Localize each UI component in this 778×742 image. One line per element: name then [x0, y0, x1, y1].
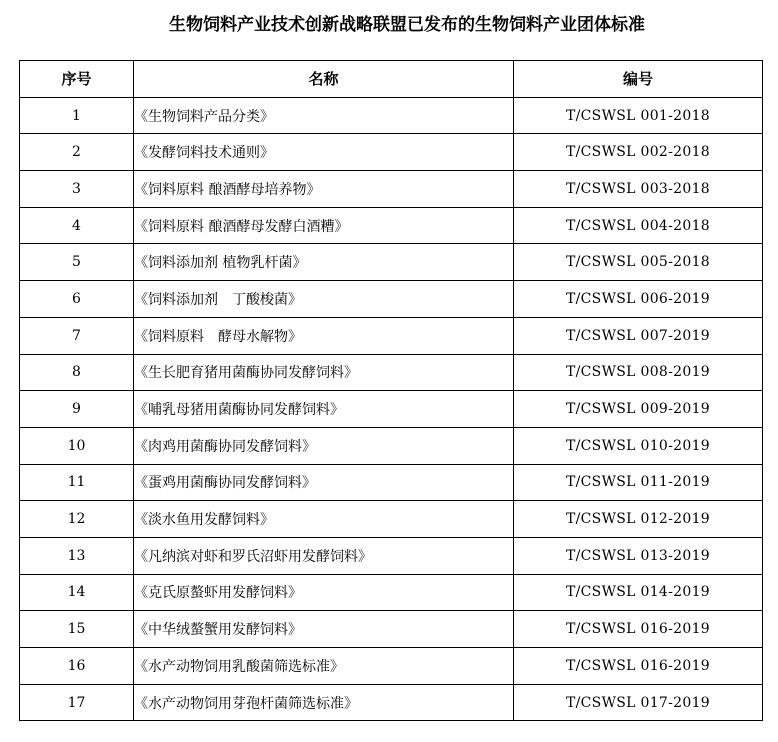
standard-name: 《哺乳母猪用菌酶协同发酵饲料》 [134, 391, 514, 428]
row-number: 12 [20, 501, 134, 538]
table-row [20, 281, 763, 318]
row-number: 6 [20, 281, 134, 318]
standard-code: T/CSWSL 002-2018 [514, 134, 763, 171]
row-number: 1 [20, 97, 134, 134]
row-number: 14 [20, 574, 134, 611]
standard-name: 《蛋鸡用菌酶协同发酵饲料》 [134, 464, 514, 501]
standard-name: 《淡水鱼用发酵饲料》 [134, 501, 514, 538]
page-title: 生物饲料产业技术创新战略联盟已发布的生物饲料产业团体标准 [169, 15, 645, 35]
standard-code: T/CSWSL 012-2019 [514, 501, 763, 538]
table-row [20, 574, 763, 611]
row-number: 2 [20, 134, 134, 171]
row-number: 8 [20, 354, 134, 391]
table-row [20, 501, 763, 538]
standard-code: T/CSWSL 010-2019 [514, 427, 763, 464]
table-header-row [20, 61, 763, 98]
row-number: 13 [20, 537, 134, 574]
standard-name: 《凡纳滨对虾和罗氏沼虾用发酵饲料》 [134, 537, 514, 574]
standard-name: 《饲料添加剂 丁酸梭菌》 [134, 281, 514, 318]
standard-name: 《饲料原料 酵母水解物》 [134, 317, 514, 354]
standard-code: T/CSWSL 004-2018 [514, 207, 763, 244]
standard-code: T/CSWSL 017-2019 [514, 684, 763, 721]
row-number: 5 [20, 244, 134, 281]
standard-name: 《饲料原料 酿酒酵母发酵白酒糟》 [134, 207, 514, 244]
table-row [20, 611, 763, 648]
table-row [20, 648, 763, 685]
table-row [20, 134, 763, 171]
header-name: 名称 [134, 61, 514, 98]
table-row [20, 317, 763, 354]
standard-name: 《发酵饲料技术通则》 [134, 134, 514, 171]
standards-table [19, 60, 763, 721]
row-number: 10 [20, 427, 134, 464]
table-row [20, 207, 763, 244]
row-number: 7 [20, 317, 134, 354]
standard-name: 《克氏原螯虾用发酵饲料》 [134, 574, 514, 611]
standard-name: 《中华绒螯蟹用发酵饲料》 [134, 611, 514, 648]
row-number: 11 [20, 464, 134, 501]
standard-name: 《饲料原料 酿酒酵母培养物》 [134, 171, 514, 208]
row-number: 9 [20, 391, 134, 428]
standard-name: 《水产动物饲用芽孢杆菌筛选标准》 [134, 684, 514, 721]
table-row [20, 391, 763, 428]
row-number: 3 [20, 171, 134, 208]
standard-code: T/CSWSL 016-2019 [514, 611, 763, 648]
standard-name: 《生物饲料产品分类》 [134, 97, 514, 134]
table-row [20, 464, 763, 501]
row-number: 4 [20, 207, 134, 244]
standard-code: T/CSWSL 011-2019 [514, 464, 763, 501]
standard-code: T/CSWSL 016-2019 [514, 648, 763, 685]
standard-name: 《饲料添加剂 植物乳杆菌》 [134, 244, 514, 281]
table-row [20, 97, 763, 134]
standard-code: T/CSWSL 005-2018 [514, 244, 763, 281]
standard-code: T/CSWSL 008-2019 [514, 354, 763, 391]
table-row [20, 684, 763, 721]
standard-code: T/CSWSL 009-2019 [514, 391, 763, 428]
row-number: 16 [20, 648, 134, 685]
table-row [20, 427, 763, 464]
standard-code: T/CSWSL 001-2018 [514, 97, 763, 134]
row-number: 15 [20, 611, 134, 648]
standard-code: T/CSWSL 014-2019 [514, 574, 763, 611]
standard-name: 《水产动物饲用乳酸菌筛选标准》 [134, 648, 514, 685]
standard-code: T/CSWSL 013-2019 [514, 537, 763, 574]
table-row [20, 244, 763, 281]
header-code: 编号 [514, 61, 763, 98]
header-serial-number: 序号 [20, 61, 134, 98]
standard-code: T/CSWSL 006-2019 [514, 281, 763, 318]
row-number: 17 [20, 684, 134, 721]
table-row [20, 537, 763, 574]
standard-code: T/CSWSL 007-2019 [514, 317, 763, 354]
standard-name: 《生长肥育猪用菌酶协同发酵饲料》 [134, 354, 514, 391]
table-row [20, 354, 763, 391]
standard-name: 《肉鸡用菌酶协同发酵饲料》 [134, 427, 514, 464]
table-row [20, 171, 763, 208]
standard-code: T/CSWSL 003-2018 [514, 171, 763, 208]
